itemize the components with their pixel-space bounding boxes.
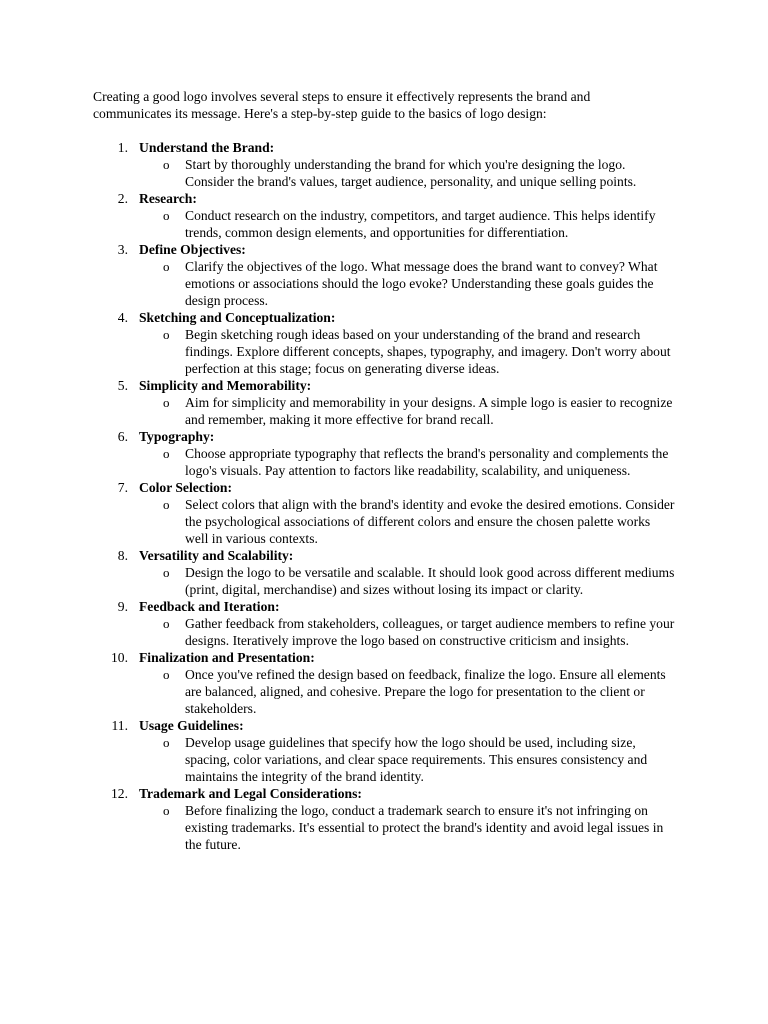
document-page <box>93 88 683 853</box>
step-bullet <box>163 156 675 190</box>
step-title: Versatility and Scalability: <box>139 548 294 563</box>
step-bullet <box>163 258 675 309</box>
step-item <box>93 139 683 190</box>
bullet-circle-icon: o <box>163 446 170 461</box>
intro-paragraph: Creating a good logo involves several steps to ensure it effectively represents the brand and communicates its message. Here's a step-by-step guide to the basics of logo design: <box>93 89 591 121</box>
step-item <box>93 547 683 598</box>
step-title: Color Selection: <box>139 480 232 495</box>
bullet-circle-icon: o <box>163 667 170 682</box>
step-bullet <box>163 802 675 853</box>
step-number: 12. <box>111 786 128 801</box>
bullet-circle-icon: o <box>163 497 170 512</box>
step-text: Aim for simplicity and memorability in your designs. A simple logo is easier to recognize and remember, making it more effective for brand recall. <box>185 395 673 427</box>
bullet-circle-icon: o <box>163 616 170 631</box>
step-item <box>93 785 683 853</box>
step-item <box>93 309 683 377</box>
step-number: 2. <box>117 191 128 206</box>
step-item <box>93 428 683 479</box>
step-item <box>93 241 683 309</box>
step-bullet <box>163 615 675 649</box>
step-item <box>93 717 683 785</box>
step-number: 3. <box>117 242 128 257</box>
bullet-circle-icon: o <box>163 157 170 172</box>
step-title: Usage Guidelines: <box>139 718 244 733</box>
step-bullet <box>163 666 675 717</box>
bullet-circle-icon: o <box>163 259 170 274</box>
step-text: Clarify the objectives of the logo. What message does the brand want to convey? What emotions or associations should the logo evoke? Understanding these goals guides the design process. <box>185 259 658 308</box>
step-text: Start by thoroughly understanding the brand for which you're designing the logo. Consider the brand's values, target audience, personality, and unique selling points. <box>185 157 637 189</box>
step-title: Trademark and Legal Considerations: <box>139 786 362 801</box>
step-text: Begin sketching rough ideas based on your understanding of the brand and research findings. Explore different concepts, shapes, typography, and imagery. Don't worry about perfection at this stage; focus on generating diverse ideas. <box>185 327 671 376</box>
step-text: Conduct research on the industry, competitors, and target audience. This helps identify trends, common design elements, and opportunities for differentiation. <box>185 208 656 240</box>
bullet-circle-icon: o <box>163 327 170 342</box>
step-title: Finalization and Presentation: <box>139 650 315 665</box>
steps-list <box>93 139 683 853</box>
step-number: 7. <box>117 480 128 495</box>
step-item <box>93 598 683 649</box>
bullet-circle-icon: o <box>163 735 170 750</box>
step-bullet <box>163 734 675 785</box>
step-title: Typography: <box>139 429 215 444</box>
step-number: 11. <box>111 718 128 733</box>
step-number: 9. <box>117 599 128 614</box>
step-title: Simplicity and Memorability: <box>139 378 312 393</box>
step-bullet <box>163 326 675 377</box>
step-bullet <box>163 394 675 428</box>
step-text: Select colors that align with the brand's identity and evoke the desired emotions. Consider the psychological associations of different colors and ensure the chosen palette works well in various contexts. <box>185 497 675 546</box>
step-bullet <box>163 564 675 598</box>
step-title: Define Objectives: <box>139 242 246 257</box>
step-text: Choose appropriate typography that reflects the brand's personality and complements the logo's visuals. Pay attention to factors like readability, scalability, and uniqueness. <box>185 446 669 478</box>
step-text: Gather feedback from stakeholders, colleagues, or target audience members to refine your designs. Iteratively improve the logo based on constructive criticism and insights. <box>185 616 675 648</box>
step-title: Sketching and Conceptualization: <box>139 310 336 325</box>
bullet-circle-icon: o <box>163 803 170 818</box>
step-item <box>93 479 683 547</box>
step-text: Develop usage guidelines that specify how the logo should be used, including size, spacing, color variations, and clear space requirements. This ensures consistency and maintains the integrity of the brand identity. <box>185 735 648 784</box>
step-number: 5. <box>117 378 128 393</box>
bullet-circle-icon: o <box>163 395 170 410</box>
step-number: 1. <box>117 140 128 155</box>
step-title: Understand the Brand: <box>139 140 275 155</box>
step-item <box>93 190 683 241</box>
step-item <box>93 377 683 428</box>
step-number: 10. <box>111 650 128 665</box>
step-bullet <box>163 445 675 479</box>
step-number: 4. <box>117 310 128 325</box>
step-title: Feedback and Iteration: <box>139 599 280 614</box>
step-item <box>93 649 683 717</box>
bullet-circle-icon: o <box>163 565 170 580</box>
step-bullet <box>163 207 675 241</box>
step-number: 8. <box>117 548 128 563</box>
bullet-circle-icon: o <box>163 208 170 223</box>
step-bullet <box>163 496 675 547</box>
step-text: Before finalizing the logo, conduct a trademark search to ensure it's not infringing on existing trademarks. It's essential to protect the brand's identity and avoid legal issues in the future. <box>185 803 664 852</box>
step-title: Research: <box>139 191 197 206</box>
step-text: Once you've refined the design based on feedback, finalize the logo. Ensure all elements are balanced, aligned, and cohesive. Prepare the logo for presentation to the client or stakeholders. <box>185 667 666 716</box>
step-text: Design the logo to be versatile and scalable. It should look good across different mediums (print, digital, merchandise) and sizes without losing its impact or clarity. <box>185 565 675 597</box>
step-number: 6. <box>117 429 128 444</box>
